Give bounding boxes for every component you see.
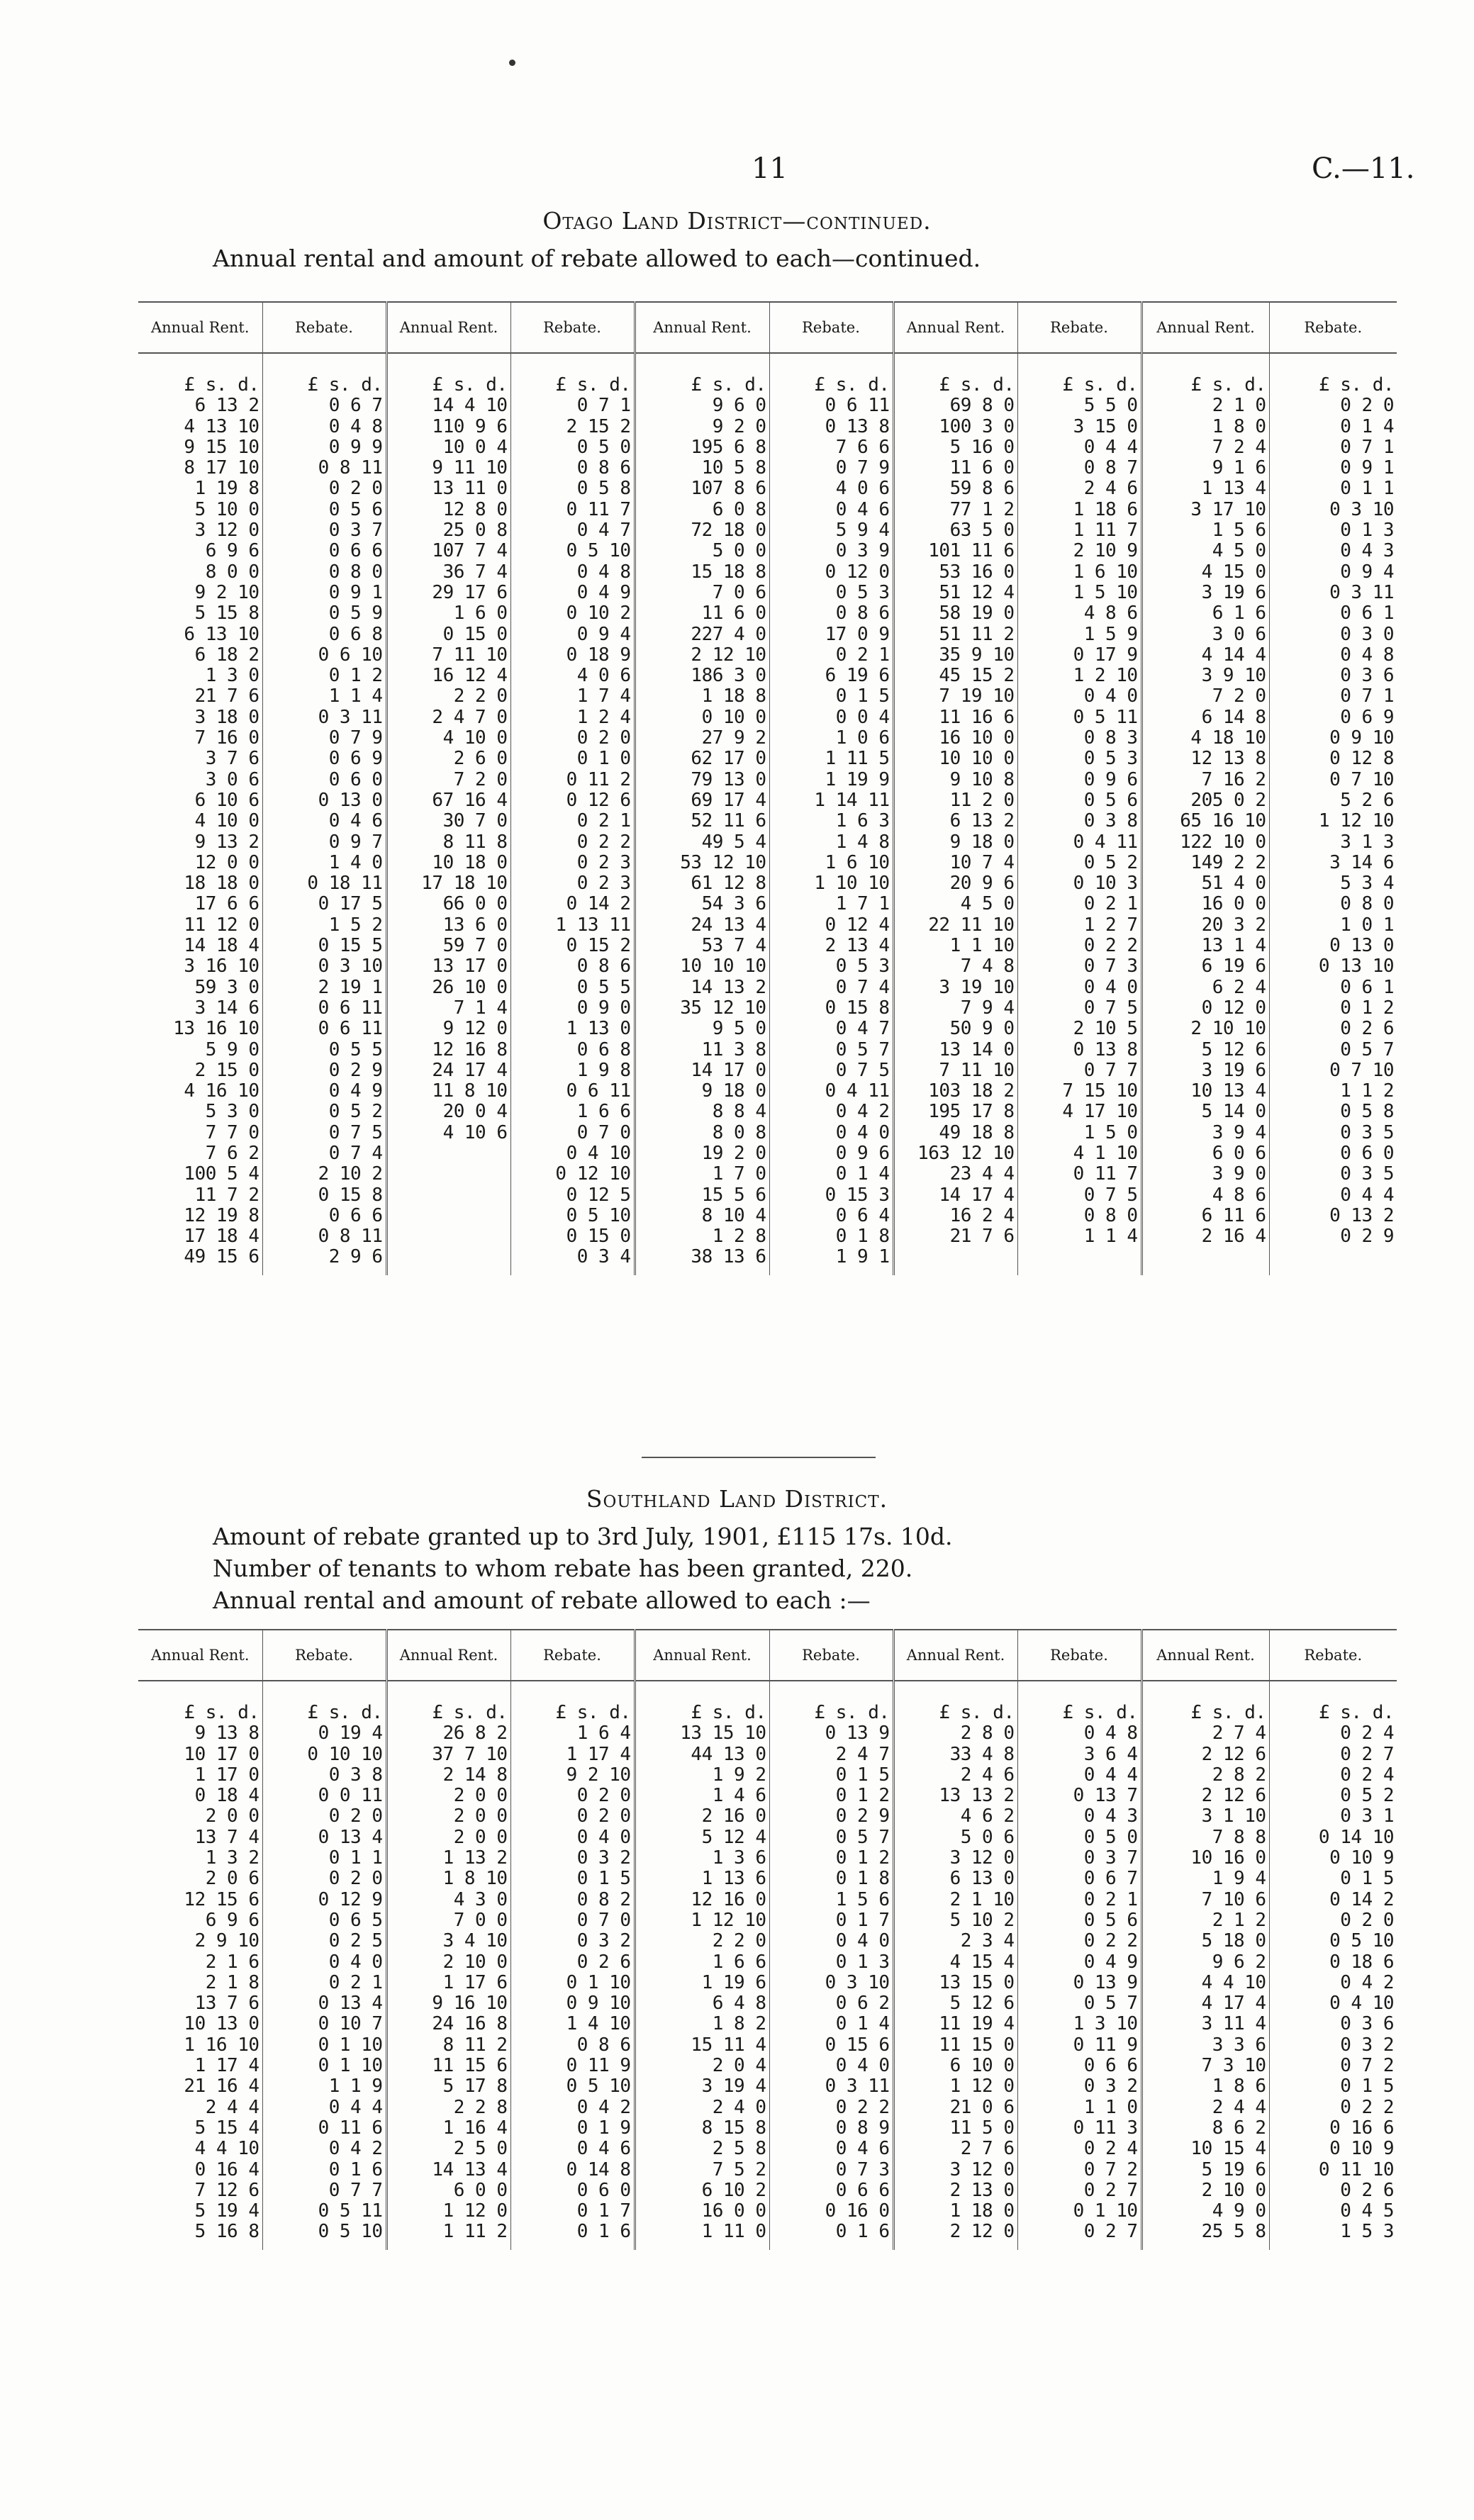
- column-header: Rebate.: [1269, 1630, 1397, 1681]
- column-header: Annual Rent.: [893, 302, 1017, 353]
- annual-rent-column: £ s. d. 2 8 0 33 4 8 2 4 6 13 13 2 4 6 2 5 0 6 3 12 0 6 13 0 2 1 10 5 10 2 2 3 4 4 15 4 13 15 0 5 12 6 11 19 4 11 15 0 6 10 0 1 12 0 21 0 6 11 5 0 2 7 6 3 12 0 2 13 0 1 18 0 2 12 0: [939, 1702, 1015, 2243]
- southland-rebate-table: [138, 1629, 1397, 2250]
- rebate-column: £ s. d. 0 4 8 3 6 4 0 4 4 0 13 7 0 4 3 0 5 0 0 3 7 0 6 7 0 2 1 0 5 6 0 2 2 0 4 9 0 13 9 0 5 7 1 3 10 0 11 9 0 6 6 0 3 2 1 1 0 0 11 3 0 2 4 0 7 2 0 2 7 0 1 10 0 2 7: [1062, 1702, 1138, 2243]
- section-divider: [642, 1457, 876, 1458]
- column-header: Rebate.: [1017, 302, 1141, 353]
- column-header: Annual Rent.: [1141, 302, 1269, 353]
- rebate-column: £ s. d. 5 5 0 3 15 0 0 4 4 0 8 7 2 4 6 1 18 6 1 11 7 2 10 9 1 6 10 1 5 10 4 8 6 1 5 9 0 17 9 1 2 10 0 4 0 0 5 11 0 8 3 0 5 3 0 9 6 0 5 6 0 3 8 0 4 11 0 5 2 0 10 3 0 2 1 1 2 7 0 2 2 0 7 3 0 4 0 0 7 5 2 10 5 0 13 8 0 7 7 7 15 10 4 17 10 1 5 0 4 1 10 0 11 7 0 7 5 0 8 0 1 1 4: [1062, 374, 1138, 1248]
- rebate-column: £ s. d. 1 6 4 1 17 4 9 2 10 0 2 0 0 2 0 0 4 0 0 3 2 0 1 5 0 8 2 0 7 0 0 3 2 0 2 6 0 1 10 0 9 10 1 4 10 0 8 6 0 11 9 0 5 10 0 4 2 0 1 9 0 4 6 0 14 8 0 6 0 0 1 7 0 1 6: [555, 1702, 631, 2243]
- column-header: Annual Rent.: [138, 1630, 262, 1681]
- ink-speck: [509, 60, 515, 66]
- otago-rebate-table: [138, 301, 1397, 1275]
- southland-note: Amount of rebate granted up to 3rd July, 1901, £115 17s. 10d.: [213, 1523, 953, 1550]
- annual-rent-column: £ s. d. 69 8 0 100 3 0 5 16 0 11 6 0 59 8 6 77 1 2 63 5 0 101 11 6 53 16 0 51 12 4 58 19 0 51 11 2 35 9 10 45 15 2 7 19 10 11 16 6 16 10 0 10 10 0 9 10 8 11 2 0 6 13 2 9 18 0 10 7 4 20 9 6 4 5 0 22 11 10 1 1 10 7 4 8 3 19 10 7 9 4 50 9 0 13 14 0 7 11 10 103 18 2 195 17 8 49 18 8 163 12 10 23 4 4 14 17 4 16 2 4 21 7 6: [917, 374, 1015, 1248]
- annual-rent-column: £ s. d. 13 15 10 44 13 0 1 9 2 1 4 6 2 16 0 5 12 4 1 3 6 1 13 6 12 16 0 1 12 10 2 2 0 1 6 6 1 19 6 6 4 8 1 8 2 15 11 4 2 0 4 3 19 4 2 4 0 8 15 8 2 5 8 7 5 2 6 10 2 16 0 0 1 11 0: [680, 1702, 766, 2243]
- southland-note: Annual rental and amount of rebate allowed to each :—: [213, 1586, 871, 1614]
- page-reference: C.—11.: [1312, 152, 1415, 185]
- rebate-column: £ s. d. 0 2 4 0 2 7 0 2 4 0 5 2 0 3 1 0 14 10 0 10 9 0 1 5 0 14 2 0 2 0 0 5 10 0 18 6 0 4 2 0 4 10 0 3 6 0 3 2 0 7 2 0 1 5 0 2 2 0 16 6 0 10 9 0 11 10 0 2 6 0 4 5 1 5 3: [1318, 1702, 1394, 2243]
- column-header: Annual Rent.: [138, 302, 262, 353]
- column-header: Rebate.: [262, 1630, 386, 1681]
- otago-subtitle: Annual rental and amount of rebate allowed to each—continued.: [213, 245, 981, 272]
- column-header: Rebate.: [510, 1630, 635, 1681]
- annual-rent-column: £ s. d. 6 13 2 4 13 10 9 15 10 8 17 10 1 19 8 5 10 0 3 12 0 6 9 6 8 0 0 9 2 10 5 15 8 6 13 10 6 18 2 1 3 0 21 7 6 3 18 0 7 16 0 3 7 6 3 0 6 6 10 6 4 10 0 9 13 2 12 0 0 18 18 0 17 6 6 11 12 0 14 18 4 3 16 10 59 3 0 3 14 6 13 16 10 5 9 0 2 15 0 4 16 10 5 3 0 7 7 0 7 6 2 100 5 4 11 7 2 12 19 8 17 18 4 49 15 6: [173, 374, 259, 1268]
- rebate-column: £ s. d. 0 19 4 0 10 10 0 3 8 0 0 11 0 2 0 0 13 4 0 1 1 0 2 0 0 12 9 0 6 5 0 2 5 0 4 0 0 2 1 0 13 4 0 10 7 0 1 10 0 1 10 1 1 9 0 4 4 0 11 6 0 4 2 0 1 6 0 7 7 0 5 11 0 5 10: [307, 1702, 383, 2243]
- otago-section-title: Otago Land District—continued.: [542, 207, 932, 235]
- page-number: 11: [752, 152, 788, 185]
- annual-rent-column: £ s. d. 26 8 2 37 7 10 2 14 8 2 0 0 2 0 0 2 0 0 1 13 2 1 8 10 4 3 0 7 0 0 3 4 10 2 10 0 1 17 6 9 16 10 24 16 8 8 11 2 11 15 6 5 17 8 2 2 8 1 16 4 2 5 0 14 13 4 6 0 0 1 12 0 1 11 2: [432, 1702, 508, 2243]
- southland-note: Number of tenants to whom rebate has been granted, 220.: [213, 1555, 913, 1582]
- column-header: Rebate.: [510, 302, 635, 353]
- rebate-column: £ s. d. 0 7 1 2 15 2 0 5 0 0 8 6 0 5 8 0 11 7 0 4 7 0 5 10 0 4 8 0 4 9 0 10 2 0 9 4 0 18 9 4 0 6 1 7 4 1 2 4 0 2 0 0 1 0 0 11 2 0 12 6 0 2 1 0 2 2 0 2 3 0 2 3 0 14 2 1 13 11 0 15 2 0 8 6 0 5 5 0 9 0 1 13 0 0 6 8 1 9 8 0 6 11 1 6 6 0 7 0 0 4 10 0 12 10 0 12 5 0 5 10 0 15 0 0 3 4: [555, 374, 631, 1268]
- rebate-column: £ s. d. 0 2 0 0 1 4 0 7 1 0 9 1 0 1 1 0 3 10 0 1 3 0 4 3 0 9 4 0 3 11 0 6 1 0 3 0 0 4 8 0 3 6 0 7 1 0 6 9 0 9 10 0 12 8 0 7 10 5 2 6 1 12 10 3 1 3 3 14 6 5 3 4 0 8 0 1 0 1 0 13 0 0 13 10 0 6 1 0 1 2 0 2 6 0 5 7 0 7 10 1 1 2 0 5 8 0 3 5 0 6 0 0 3 5 0 4 4 0 13 2 0 2 9: [1318, 374, 1394, 1248]
- column-header: Rebate.: [769, 1630, 893, 1681]
- column-header: Rebate.: [769, 302, 893, 353]
- column-header: Annual Rent.: [893, 1630, 1017, 1681]
- rebate-column: £ s. d. 0 6 7 0 4 8 0 9 9 0 8 11 0 2 0 0 5 6 0 3 7 0 6 6 0 8 0 0 9 1 0 5 9 0 6 8 0 6 10 0 1 2 1 1 4 0 3 11 0 7 9 0 6 9 0 6 0 0 13 0 0 4 6 0 9 7 1 4 0 0 18 11 0 17 5 1 5 2 0 15 5 0 3 10 2 19 1 0 6 11 0 6 11 0 5 5 0 2 9 0 4 9 0 5 2 0 7 5 0 7 4 2 10 2 0 15 8 0 6 6 0 8 11 2 9 6: [307, 374, 383, 1268]
- annual-rent-column: £ s. d. 2 7 4 2 12 6 2 8 2 2 12 6 3 1 10 7 8 8 10 16 0 1 9 4 7 10 6 2 1 2 5 18 0 9 6 2 4 4 10 4 17 4 3 11 4 3 3 6 7 3 10 1 8 6 2 4 4 8 6 2 10 15 4 5 19 6 2 10 0 4 9 0 25 5 8: [1190, 1702, 1266, 2243]
- southland-section-title: Southland Land District.: [586, 1485, 888, 1513]
- column-header: Annual Rent.: [635, 1630, 769, 1681]
- column-header: Rebate.: [262, 302, 386, 353]
- rebate-column: £ s. d. 0 13 9 2 4 7 0 1 5 0 1 2 0 2 9 0 5 7 0 1 2 0 1 8 1 5 6 0 1 7 0 4 0 0 1 3 0 3 10 0 6 2 0 1 4 0 15 6 0 4 0 0 3 11 0 2 2 0 8 9 0 4 6 0 7 3 0 6 6 0 16 0 0 1 6: [814, 1702, 890, 2243]
- column-header: Annual Rent.: [635, 302, 769, 353]
- annual-rent-column: £ s. d. 14 4 10 110 9 6 10 0 4 9 11 10 13 11 0 12 8 0 25 0 8 107 7 4 36 7 4 29 17 6 1 6 0 0 15 0 7 11 10 16 12 4 2 2 0 2 4 7 0 4 10 0 2 6 0 7 2 0 67 16 4 30 7 0 8 11 8 10 18 0 17 18 10 66 0 0 13 6 0 59 7 0 13 17 0 26 10 0 7 1 4 9 12 0 12 16 8 24 17 4 11 8 10 20 0 4 4 10 6: [421, 374, 508, 1143]
- column-header: Annual Rent.: [1141, 1630, 1269, 1681]
- column-header: Annual Rent.: [386, 1630, 510, 1681]
- column-header: Annual Rent.: [386, 302, 510, 353]
- column-header: Rebate.: [1017, 1630, 1141, 1681]
- annual-rent-column: £ s. d. 9 13 8 10 17 0 1 17 0 0 18 4 2 0 0 13 7 4 1 3 2 2 0 6 12 15 6 6 9 6 2 9 10 2 1 6 2 1 8 13 7 6 10 13 0 1 16 10 1 17 4 21 16 4 2 4 4 5 15 4 4 4 10 0 16 4 7 12 6 5 19 4 5 16 8: [184, 1702, 259, 2243]
- annual-rent-column: £ s. d. 2 1 0 1 8 0 7 2 4 9 1 6 1 13 4 3 17 10 1 5 6 4 5 0 4 15 0 3 19 6 6 1 6 3 0 6 4 14 4 3 9 10 7 2 0 6 14 8 4 18 10 12 13 8 7 16 2 205 0 2 65 16 10 122 10 0 149 2 2 51 4 0 16 0 0 20 3 2 13 1 4 6 19 6 6 2 4 0 12 0 2 10 10 5 12 6 3 19 6 10 13 4 5 14 0 3 9 4 6 0 6 3 9 0 4 8 6 6 11 6 2 16 4: [1180, 374, 1266, 1248]
- annual-rent-column: £ s. d. 9 6 0 9 2 0 195 6 8 10 5 8 107 8 6 6 0 8 72 18 0 5 0 0 15 18 8 7 0 6 11 6 0 227 4 0 2 12 10 186 3 0 1 18 8 0 10 0 27 9 2 62 17 0 79 13 0 69 17 4 52 11 6 49 5 4 53 12 10 61 12 8 54 3 6 24 13 4 53 7 4 10 10 10 14 13 2 35 12 10 9 5 0 11 3 8 14 17 0 9 18 0 8 8 4 8 0 8 19 2 0 1 7 0 15 5 6 8 10 4 1 2 8 38 13 6: [680, 374, 766, 1268]
- column-header: Rebate.: [1269, 302, 1397, 353]
- rebate-column: £ s. d. 0 6 11 0 13 8 7 6 6 0 7 9 4 0 6 0 4 6 5 9 4 0 3 9 0 12 0 0 5 3 0 8 6 17 0 9 0 2 1 6 19 6 0 1 5 0 0 4 1 0 6 1 11 5 1 19 9 1 14 11 1 6 3 1 4 8 1 6 10 1 10 10 1 7 1 0 12 4 2 13 4 0 5 3 0 7 4 0 15 8 0 4 7 0 5 7 0 7 5 0 4 11 0 4 2 0 4 0 0 9 6 0 1 4 0 15 3 0 6 4 0 1 8 1 9 1: [814, 374, 890, 1268]
